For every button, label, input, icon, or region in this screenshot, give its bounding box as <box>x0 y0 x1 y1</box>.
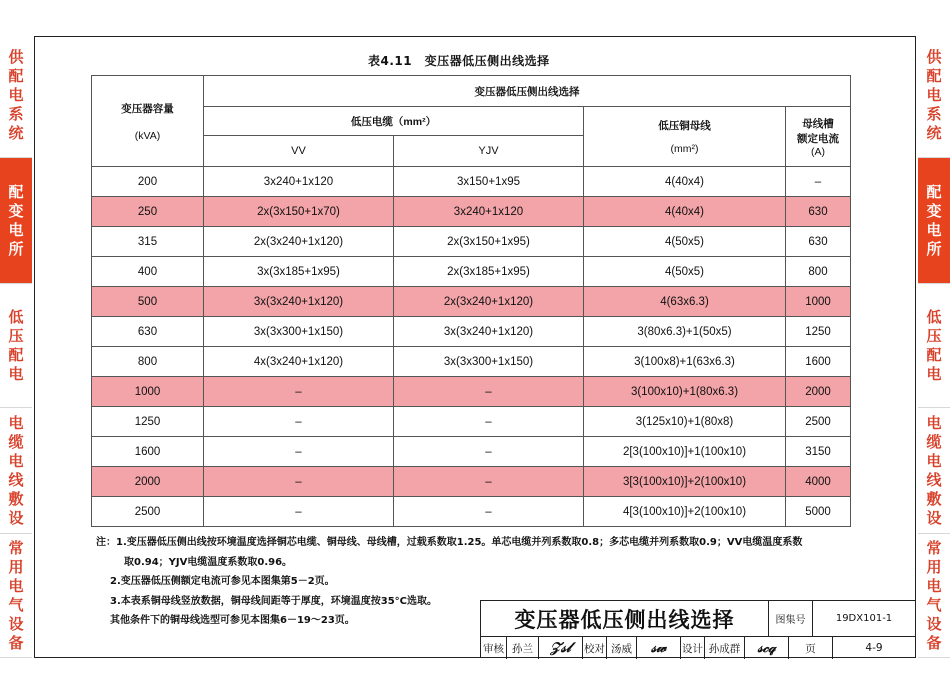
cell-vv: 2x(3x150+1x70) <box>204 197 394 227</box>
cell-trunk: 1250 <box>786 317 851 347</box>
atlas-label: 图集号 <box>769 601 813 637</box>
cell-trunk: 3150 <box>786 437 851 467</box>
cell-kva: 2500 <box>92 497 204 527</box>
cell-busbar: 3(80x6.3)+1(50x5) <box>584 317 786 347</box>
cell-busbar: 4[3(100x10)]+2(100x10) <box>584 497 786 527</box>
cell-yjv: 3x150+1x95 <box>394 167 584 197</box>
table-row <box>92 227 851 257</box>
cell-busbar: 3[3(100x10)]+2(100x10) <box>584 467 786 497</box>
cell-kva: 500 <box>92 287 204 317</box>
cell-trunk: 5000 <box>786 497 851 527</box>
cell-trunk: 630 <box>786 197 851 227</box>
reviewer-signature: 𝒵𝓈𝓁 <box>539 637 583 659</box>
cell-busbar: 4(50x5) <box>584 257 786 287</box>
cell-yjv: 2x(3x150+1x95) <box>394 227 584 257</box>
cell-trunk: 2000 <box>786 377 851 407</box>
side-tab-equipment[interactable] <box>0 534 32 658</box>
cell-yjv: 3x(3x300+1x150) <box>394 347 584 377</box>
side-tab-cable-laying[interactable] <box>918 408 950 534</box>
header-group: 变压器低压侧出线选择 <box>204 76 851 107</box>
table-row <box>92 317 851 347</box>
cell-busbar: 4(63x6.3) <box>584 287 786 317</box>
cell-yjv: 2x(3x240+1x120) <box>394 287 584 317</box>
reviewer-name: 孙兰 <box>507 637 539 659</box>
side-tab-low-voltage[interactable] <box>0 284 32 408</box>
cell-kva: 2000 <box>92 467 204 497</box>
header-vv: VV <box>204 136 394 167</box>
side-tab-low-voltage[interactable] <box>918 284 950 408</box>
cell-busbar: 3(100x10)+1(80x6.3) <box>584 377 786 407</box>
drawing-title: 变压器低压侧出线选择 <box>481 601 769 637</box>
review-label: 审核 <box>481 637 507 659</box>
side-tab-label: 常 用 电 气 设 备 <box>8 538 24 652</box>
cell-busbar: 4(50x5) <box>584 227 786 257</box>
cell-trunk: – <box>786 167 851 197</box>
side-tab-label: 电 缆 电 线 敷 设 <box>926 413 942 527</box>
cell-kva: 1600 <box>92 437 204 467</box>
side-tab-label: 配 变 电 所 <box>926 182 942 258</box>
side-tab-label: 供 配 电 系 统 <box>8 48 24 142</box>
cell-vv: – <box>204 377 394 407</box>
cell-kva: 1000 <box>92 377 204 407</box>
side-tab-substation[interactable] <box>0 158 32 284</box>
cell-kva: 315 <box>92 227 204 257</box>
cell-vv: 3x240+1x120 <box>204 167 394 197</box>
approval-row <box>481 637 915 659</box>
cell-vv: – <box>204 437 394 467</box>
table-row <box>92 257 851 287</box>
selection-table <box>91 75 851 527</box>
cell-busbar: 4(40x4) <box>584 167 786 197</box>
cell-yjv: 2x(3x185+1x95) <box>394 257 584 287</box>
side-tab-label: 电 缆 电 线 敷 设 <box>8 413 24 527</box>
side-tab-label: 常 用 电 气 设 备 <box>926 538 942 652</box>
table-row <box>92 467 851 497</box>
side-tab-power-system[interactable] <box>918 34 950 158</box>
side-tab-label: 低 压 配 电 <box>926 307 942 383</box>
cell-trunk: 800 <box>786 257 851 287</box>
cell-yjv: – <box>394 467 584 497</box>
header-trunking: 母线槽 额定电流 (A) <box>786 107 851 167</box>
cell-yjv: – <box>394 497 584 527</box>
note-3-cont: 其他条件下的铜母线选型可参见本图集6－19～23页。 <box>110 615 355 626</box>
cell-busbar: 3(100x8)+1(63x6.3) <box>584 347 786 377</box>
table-row <box>92 497 851 527</box>
cell-yjv: – <box>394 377 584 407</box>
checker-signature: 𝓈𝓌 <box>637 637 681 659</box>
page-label: 页 <box>789 637 833 659</box>
side-tab-power-system[interactable] <box>0 34 32 158</box>
designer-name: 孙成群 <box>705 637 745 659</box>
table-row <box>92 407 851 437</box>
cell-vv: 2x(3x240+1x120) <box>204 227 394 257</box>
side-tab-equipment[interactable] <box>918 534 950 658</box>
table-title: 表4.11 变压器低压侧出线选择 <box>368 54 550 68</box>
cell-kva: 250 <box>92 197 204 227</box>
cell-busbar: 4(40x4) <box>584 197 786 227</box>
cell-vv: – <box>204 467 394 497</box>
side-tab-cable-laying[interactable] <box>0 408 32 534</box>
table-row <box>92 287 851 317</box>
header-cable: 低压电缆（mm²） <box>204 107 584 136</box>
note-1: 注：1.变压器低压侧出线按环境温度选择铜芯电缆、铜母线、母线槽，过载系数取1.25。单芯电缆并列系数取0.8；多芯电缆并列系数取0.9；VV电缆温度系数 <box>96 537 803 548</box>
cell-vv: 4x(3x240+1x120) <box>204 347 394 377</box>
cell-vv: – <box>204 497 394 527</box>
header-yjv: YJV <box>394 136 584 167</box>
cell-kva: 400 <box>92 257 204 287</box>
table-row <box>92 377 851 407</box>
table-row <box>92 347 851 377</box>
cell-vv: 3x(3x240+1x120) <box>204 287 394 317</box>
cell-vv: 3x(3x185+1x95) <box>204 257 394 287</box>
cell-yjv: 3x240+1x120 <box>394 197 584 227</box>
checker-name: 汤威 <box>607 637 637 659</box>
page-number: 4-9 <box>865 642 883 654</box>
cell-trunk: 1600 <box>786 347 851 377</box>
cell-trunk: 4000 <box>786 467 851 497</box>
table-row <box>92 437 851 467</box>
table-row <box>92 197 851 227</box>
header-capacity: 变压器容量 (kVA) <box>92 76 204 167</box>
side-tab-label: 配 变 电 所 <box>8 182 24 258</box>
table-row <box>92 167 851 197</box>
note-1-cont: 取0.94；YJV电缆温度系数取0.96。 <box>124 556 293 568</box>
cell-trunk: 2500 <box>786 407 851 437</box>
cell-yjv: – <box>394 437 584 467</box>
note-3: 3.本表系铜母线竖放数据，铜母线间距等于厚度，环境温度按35°C选取。 <box>110 595 438 607</box>
side-tab-label: 低 压 配 电 <box>8 307 24 383</box>
cell-kva: 200 <box>92 167 204 197</box>
cell-vv: – <box>204 407 394 437</box>
cell-kva: 800 <box>92 347 204 377</box>
title-block <box>480 600 916 658</box>
note-2: 2.变压器低压侧额定电流可参见本图集第5－2页。 <box>110 576 335 587</box>
cell-busbar: 2[3(100x10)]+1(100x10) <box>584 437 786 467</box>
designer-signature: 𝓈𝒸𝓆 <box>745 637 789 659</box>
header-busbar: 低压铜母线 (mm²) <box>584 107 786 167</box>
cell-yjv: 3x(3x240+1x120) <box>394 317 584 347</box>
cell-trunk: 1000 <box>786 287 851 317</box>
cell-vv: 3x(3x300+1x150) <box>204 317 394 347</box>
design-label: 设计 <box>681 637 705 659</box>
side-tab-substation[interactable] <box>918 158 950 284</box>
check-label: 校对 <box>583 637 607 659</box>
atlas-number: 19DX101-1 <box>813 601 915 637</box>
cell-kva: 630 <box>92 317 204 347</box>
cell-trunk: 630 <box>786 227 851 257</box>
cell-yjv: – <box>394 407 584 437</box>
cell-kva: 1250 <box>92 407 204 437</box>
cell-busbar: 3(125x10)+1(80x8) <box>584 407 786 437</box>
side-tab-label: 供 配 电 系 统 <box>926 48 942 142</box>
